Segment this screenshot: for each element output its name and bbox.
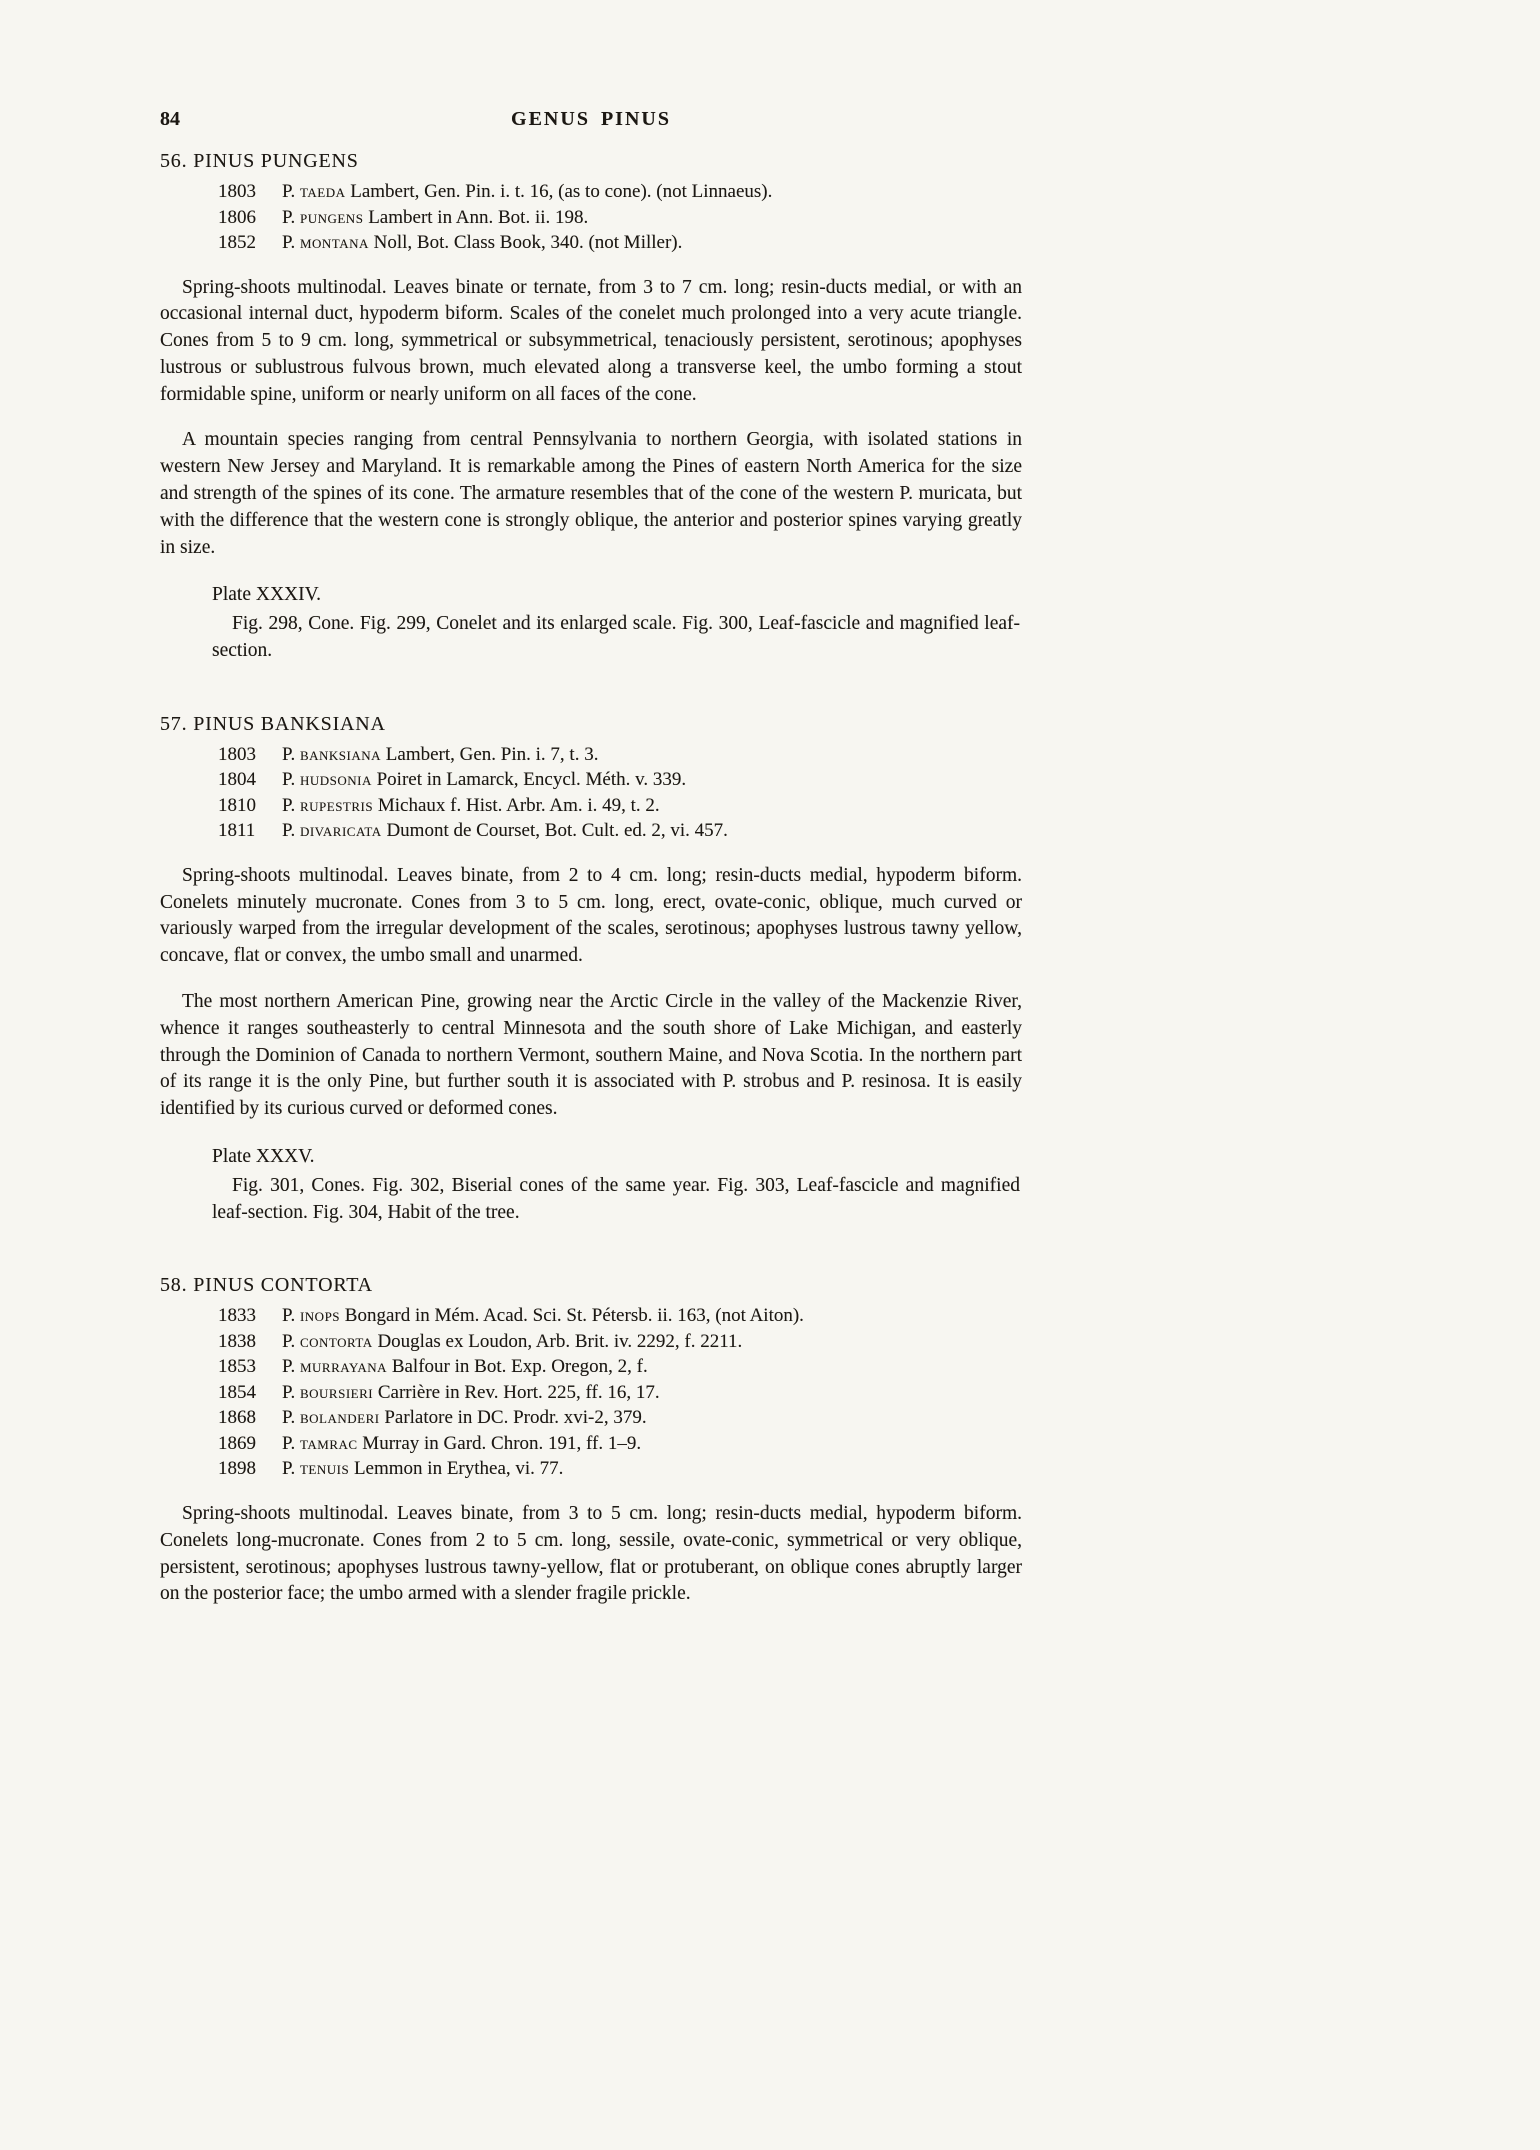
- synonym-year: 1868: [218, 1407, 256, 1429]
- synonym-citation: Lambert, Gen. Pin. i. 7, t. 3.: [385, 743, 599, 765]
- synonym-entry: [218, 1431, 1022, 1457]
- synonymy-list: [218, 179, 1022, 256]
- synonym-entry: [218, 767, 1022, 793]
- genus-abbrev: P.: [282, 794, 296, 816]
- synonym-name: [282, 818, 1022, 844]
- synonym-entry: [218, 1456, 1022, 1482]
- synonym-name: [282, 1354, 1022, 1380]
- synonym-epithet: taeda: [299, 181, 346, 202]
- synonym-epithet: tenuis: [299, 1458, 350, 1480]
- synonym-epithet: montana: [299, 232, 369, 253]
- synonym-name: [282, 742, 1022, 768]
- synonym-entry: [218, 1303, 1022, 1329]
- genus-abbrev: P.: [282, 1407, 296, 1429]
- synonym-year: 1869: [218, 1432, 256, 1454]
- synonym-citation: Bongard in Mém. Acad. Sci. St. Pétersb. ii. 163, (not Aiton).: [344, 1305, 804, 1327]
- synonym-name: [282, 793, 1022, 819]
- genus-abbrev: P.: [282, 181, 296, 202]
- species-range: A mountain species ranging from central Pennsylvania to northern Georgia, with isolated stations in western New Jersey and Maryland. It is remarkable among the Pines of eastern North America for the size and strength of the spines of its cone. The armature resembles that of the cone of the western P. muricata, but with the difference that the western cone is strongly oblique, the anterior and posterior spines varying greatly in size.: [160, 429, 1022, 558]
- synonym-epithet: murrayana: [299, 1356, 388, 1378]
- synonym-citation: Parlatore in DC. Prodr. xvi-2, 379.: [384, 1407, 647, 1429]
- species-heading: 57. PINUS BANKSIANA: [160, 712, 386, 735]
- synonym-entry: [218, 818, 1022, 844]
- synonym-name: [282, 1303, 1022, 1329]
- synonym-entry: [218, 1354, 1022, 1380]
- synonym-entry: [218, 1405, 1022, 1431]
- synonym-entry: [218, 205, 1022, 231]
- synonym-citation: Lemmon in Erythea, vi. 77.: [353, 1458, 564, 1480]
- synonym-citation: Carrière in Rev. Hort. 225, ff. 16, 17.: [377, 1381, 660, 1403]
- synonym-year: 1806: [218, 206, 256, 228]
- species-description: Spring-shoots multinodal. Leaves binate, from 3 to 5 cm. long; resin-ducts medial, hypoderm biform. Conelets long-mucronate. Cones from 2 to 5 cm. long, sessile, ovate-conic, symmetrical or very oblique, persistent, serotinous; apophyses lustrous tawny-yellow, flat or protuberant, on oblique cones abruptly larger on the posterior face; the umbo armed with a slender fragile prickle.: [160, 1502, 1022, 1605]
- species-heading: 58. PINUS CONTORTA: [160, 1274, 373, 1297]
- figure-caption: Fig. 298, Cone. Fig. 299, Conelet and its enlarged scale. Fig. 300, Leaf-fascicle and magnified leaf-section.: [212, 613, 1020, 662]
- synonym-citation: Dumont de Courset, Bot. Cult. ed. 2, vi. 457.: [386, 820, 728, 842]
- synonym-name: [282, 230, 1022, 256]
- genus-abbrev: P.: [282, 1432, 296, 1454]
- genus-abbrev: P.: [282, 1381, 296, 1403]
- synonym-entry: [218, 230, 1022, 256]
- species-range: The most northern American Pine, growing near the Arctic Circle in the valley of the Mackenzie River, whence it ranges southeasterly to central Minnesota and the south shore of Lake Michigan, and easterly through the Dominion of Canada to northern Vermont, southern Maine, and Nova Scotia. In the northern part of its range it is the only Pine, but further south it is associated with P. strobus and P. resinosa. It is easily identified by its curious curved or deformed cones.: [160, 991, 1022, 1120]
- synonym-epithet: divaricata: [299, 820, 382, 842]
- synonym-year: 1804: [218, 769, 256, 791]
- genus-abbrev: P.: [282, 206, 296, 228]
- synonym-year: 1898: [218, 1458, 256, 1480]
- genus-abbrev: P.: [282, 1458, 296, 1480]
- synonym-epithet: inops: [299, 1305, 341, 1327]
- running-header: GENUS PINUS: [511, 108, 671, 130]
- synonym-citation: Noll, Bot. Class Book, 340. (not Miller).: [373, 232, 683, 253]
- species-section-contorta: [160, 1274, 1022, 1608]
- synonym-epithet: banksiana: [299, 743, 382, 765]
- synonym-year: 1811: [218, 820, 256, 842]
- synonym-year: 1838: [218, 1330, 256, 1352]
- genus-abbrev: P.: [282, 769, 296, 791]
- synonym-name: [282, 1431, 1022, 1457]
- genus-abbrev: P.: [282, 1305, 296, 1327]
- synonymy-list: [218, 742, 1022, 844]
- synonym-epithet: contorta: [299, 1330, 373, 1352]
- synonym-year: 1853: [218, 1356, 256, 1378]
- synonym-name: [282, 179, 1022, 205]
- synonym-epithet: rupestris: [299, 794, 374, 816]
- synonym-name: [282, 767, 1022, 793]
- synonym-name: [282, 1456, 1022, 1482]
- synonym-name: [282, 1380, 1022, 1406]
- synonym-citation: Lambert, Gen. Pin. i. t. 16, (as to cone). (not Linnaeus).: [350, 181, 773, 202]
- synonym-entry: [218, 1329, 1022, 1355]
- species-description: Spring-shoots multinodal. Leaves binate, from 2 to 4 cm. long; resin-ducts medial, hypoderm biform. Conelets minutely mucronate. Cones from 3 to 5 cm. long, erect, ovate-conic, oblique, much curved or variously warped from the irregular development of the scales, serotinous; apophyses lustrous tawny yellow, concave, flat or convex, the umbo small and unarmed.: [160, 864, 1022, 967]
- book-page: [160, 108, 1022, 1608]
- synonym-epithet: hudsonia: [299, 769, 372, 791]
- genus-abbrev: P.: [282, 232, 296, 253]
- synonym-citation: Murray in Gard. Chron. 191, ff. 1–9.: [362, 1432, 642, 1454]
- genus-abbrev: P.: [282, 1330, 296, 1352]
- genus-abbrev: P.: [282, 1356, 296, 1378]
- synonym-year: 1852: [218, 232, 256, 253]
- plate-line: Plate XXXV.: [212, 1146, 315, 1168]
- synonym-name: [282, 1405, 1022, 1431]
- synonym-entry: [218, 742, 1022, 768]
- synonym-year: 1810: [218, 794, 256, 816]
- synonym-year: 1833: [218, 1305, 256, 1327]
- synonym-citation: Lambert in Ann. Bot. ii. 198.: [368, 206, 589, 228]
- synonym-name: [282, 1329, 1022, 1355]
- figure-caption: Fig. 301, Cones. Fig. 302, Biserial cones of the same year. Fig. 303, Leaf-fascicle and magnified leaf-section. Fig. 304, Habit of the tree.: [212, 1174, 1020, 1223]
- synonym-entry: [218, 179, 1022, 205]
- synonym-citation: Michaux f. Hist. Arbr. Am. i. 49, t. 2.: [377, 794, 660, 816]
- synonym-entry: [218, 1380, 1022, 1406]
- species-heading: 56. PINUS PUNGENS: [160, 150, 359, 172]
- species-section-pungens: [160, 150, 1022, 665]
- synonym-entry: [218, 793, 1022, 819]
- synonym-epithet: pungens: [299, 206, 364, 228]
- synonym-citation: Douglas ex Loudon, Arb. Brit. iv. 2292, f. 2211.: [377, 1330, 743, 1352]
- synonym-year: 1854: [218, 1381, 256, 1403]
- synonym-citation: Poiret in Lamarck, Encycl. Méth. v. 339.: [376, 769, 687, 791]
- genus-abbrev: P.: [282, 820, 296, 842]
- page-header: [160, 108, 1022, 138]
- synonym-epithet: boursieri: [299, 1381, 374, 1403]
- species-section-banksiana: [160, 713, 1022, 1227]
- synonym-year: 1803: [218, 181, 256, 202]
- synonym-epithet: bolanderi: [299, 1407, 380, 1429]
- page-number: 84: [160, 108, 180, 130]
- synonym-name: [282, 205, 1022, 231]
- synonym-epithet: tamrac: [299, 1432, 358, 1454]
- synonym-citation: Balfour in Bot. Exp. Oregon, 2, f.: [391, 1356, 648, 1378]
- synonymy-list: [218, 1303, 1022, 1482]
- genus-abbrev: P.: [282, 743, 296, 765]
- species-description: Spring-shoots multinodal. Leaves binate or ternate, from 3 to 7 cm. long; resin-ducts medial, or with an occasional internal duct, hypoderm biform. Scales of the conelet much prolonged into a very acute triangle. Cones from 5 to 9 cm. long, symmetrical or subsymmetrical, tenaciously persistent, serotinous; apophyses lustrous or sublustrous fulvous brown, much elevated along a transverse keel, the umbo forming a stout formidable spine, uniform or nearly uniform on all faces of the cone.: [160, 276, 1022, 405]
- plate-line: Plate XXXIV.: [212, 584, 322, 606]
- synonym-year: 1803: [218, 743, 256, 765]
